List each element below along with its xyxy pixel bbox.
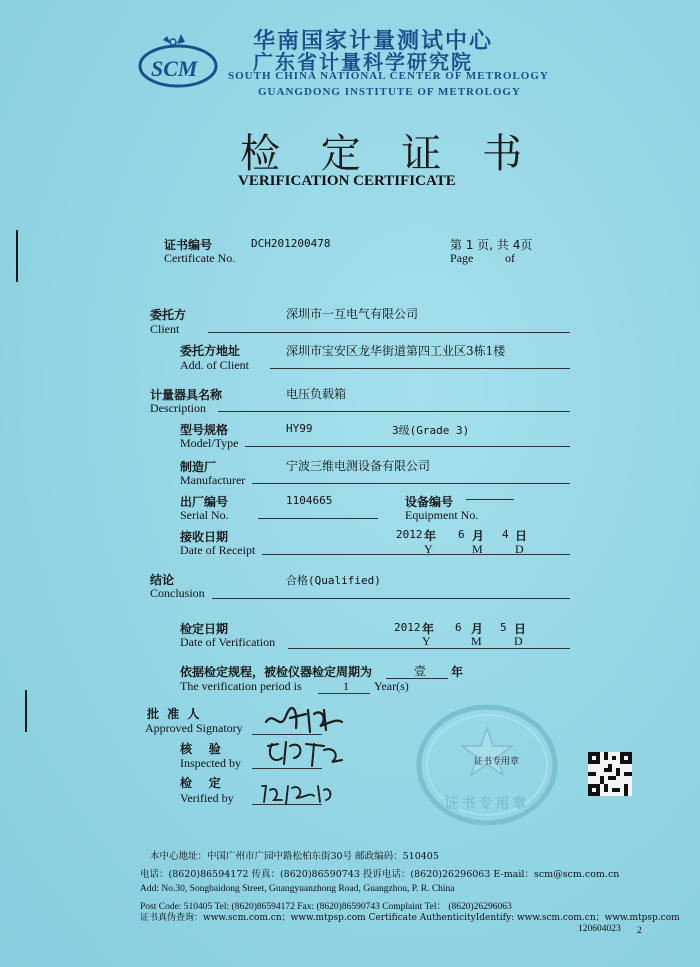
verification-year: 2012 xyxy=(394,621,421,634)
binding-mark-bottom xyxy=(25,690,27,732)
conclusion-label-en: Conclusion xyxy=(150,586,205,600)
period-en-underline xyxy=(318,693,370,694)
verification-month: 6 xyxy=(455,621,462,634)
receipt-y: Y xyxy=(424,542,433,556)
description-underline xyxy=(218,411,570,412)
footer-serial: 120604023 xyxy=(578,924,621,934)
footer-authenticity: 证书真伪查询：www.scm.com.cn；www.mtpsp.com Certificate AuthenticityIdentify: www.scm.com.cn；www.mtpsp.com xyxy=(140,913,680,923)
footer-page-number: 2 xyxy=(637,926,642,936)
receipt-label-en: Date of Receipt xyxy=(180,543,256,557)
client-label-en: Client xyxy=(150,322,180,336)
period-prefix-en: The verification period is xyxy=(180,679,302,693)
client-addr-underline xyxy=(270,368,570,369)
receipt-nian: 年 xyxy=(424,529,437,543)
grade-value: 3级(Grade 3) xyxy=(392,424,470,437)
model-underline xyxy=(245,446,570,447)
verification-d: D xyxy=(514,634,523,648)
cert-no-value: DCH201200478 xyxy=(251,237,331,250)
page-label-en-page: Page xyxy=(450,251,474,265)
receipt-label-cn: 接收日期 xyxy=(180,530,229,544)
page-label-en-of: of xyxy=(505,251,515,265)
qr-code-icon xyxy=(588,752,632,796)
serial-label-en: Serial No. xyxy=(180,508,229,522)
cert-no-label-en: Certificate No. xyxy=(164,251,236,265)
client-underline xyxy=(208,332,570,333)
period-value-en: 1 xyxy=(343,679,349,693)
page-label-cn: 第 1 页, 共 4页 xyxy=(450,238,533,252)
manufacturer-underline xyxy=(252,483,570,484)
manufacturer-label-cn: 制造厂 xyxy=(180,460,217,474)
receipt-d: D xyxy=(515,542,524,556)
verification-date-underline xyxy=(288,648,570,649)
verified-label-cn: 检 定 xyxy=(180,776,221,790)
verification-m: M xyxy=(471,634,482,648)
verification-date-label-cn: 检定日期 xyxy=(180,622,229,636)
approved-label-en: Approved Signatory xyxy=(145,721,243,735)
model-label-en: Model/Type xyxy=(180,436,239,450)
verification-nian: 年 xyxy=(422,622,435,636)
verification-day: 5 xyxy=(500,621,507,634)
model-label-cn: 型号规格 xyxy=(180,423,229,437)
verification-date-label-en: Date of Verification xyxy=(180,635,276,649)
serial-label-cn: 出厂编号 xyxy=(180,495,229,509)
org-name-en-1: SOUTH CHINA NATIONAL CENTER OF METROLOGY xyxy=(228,70,549,82)
receipt-day: 4 xyxy=(502,528,509,541)
description-label-cn: 计量器具名称 xyxy=(150,388,223,402)
equipment-label-cn: 设备编号 xyxy=(405,495,454,509)
cert-no-label-cn: 证书编号 xyxy=(164,238,213,252)
serial-underline xyxy=(258,518,378,519)
manufacturer-value: 宁波三维电测设备有限公司 xyxy=(286,459,431,473)
period-suffix-en: Year(s) xyxy=(374,679,409,693)
approved-label-cn: 批 准 人 xyxy=(147,707,202,721)
manufacturer-label-en: Manufacturer xyxy=(180,473,246,487)
client-addr-value: 深圳市宝安区龙华街道第四工业区3栋1楼 xyxy=(286,344,506,358)
footer-contact-en: Post Code: 510405 Tel: (8620)86594172 Fax: (8620)86590743 Complaint Tel： (8620)26296063 xyxy=(140,902,512,912)
stamp-label: 证书专用章 xyxy=(474,757,520,767)
inspected-label-en: Inspected by xyxy=(180,756,241,770)
footer-address-cn: 本中心地址：中国广州市广园中路松柏东街30号 邮政编码：510405 xyxy=(150,851,439,862)
client-addr-label-en: Add. of Client xyxy=(180,358,249,372)
title-en: VERIFICATION CERTIFICATE xyxy=(238,173,456,189)
scm-logo xyxy=(133,30,223,92)
description-label-en: Description xyxy=(150,401,206,415)
org-name-cn-2: 广东省计量科学研究院 xyxy=(253,50,473,74)
verified-signature xyxy=(258,780,348,808)
equipment-dash xyxy=(466,499,514,500)
conclusion-underline xyxy=(212,598,570,599)
serial-value: 1104665 xyxy=(286,494,333,507)
title-cn: 检 定 证 书 xyxy=(240,131,537,177)
receipt-yue: 月 xyxy=(472,529,485,543)
footer-address-en: Add: No.30, Songbaidong Street, Guangyuanzhong Road, Guangzhou, P. R. China xyxy=(140,884,455,894)
receipt-underline xyxy=(262,554,570,555)
client-value: 深圳市一互电气有限公司 xyxy=(286,307,419,321)
verified-label-en: Verified by xyxy=(180,791,234,805)
client-label-cn: 委托方 xyxy=(150,308,187,322)
verification-yue: 月 xyxy=(471,622,484,636)
org-name-en-2: GUANGDONG INSTITUTE OF METROLOGY xyxy=(258,86,521,98)
receipt-ri: 日 xyxy=(515,529,528,543)
receipt-month: 6 xyxy=(458,528,465,541)
receipt-year: 2012 xyxy=(396,528,423,541)
org-name-cn-1: 华南国家计量测试中心 xyxy=(253,29,494,54)
period-suffix-cn: 年 xyxy=(451,665,464,679)
client-addr-label-cn: 委托方地址 xyxy=(180,344,241,358)
verification-y: Y xyxy=(422,634,431,648)
inspected-label-cn: 核 验 xyxy=(180,742,221,756)
period-value-cn: 壹 xyxy=(414,664,427,678)
verification-ri: 日 xyxy=(514,622,527,636)
description-value: 电压负载箱 xyxy=(286,387,347,401)
approved-signature xyxy=(262,704,352,736)
inspected-signature xyxy=(262,736,352,770)
period-prefix-cn: 依据检定规程，被检仪器检定周期为 xyxy=(180,665,373,679)
model-value: HY99 xyxy=(286,422,313,435)
receipt-m: M xyxy=(472,542,483,556)
svg-text:证书专用章: 证书专用章 xyxy=(444,796,530,812)
footer-contact-cn: 电话：(8620)86594172 传真：(8620)86590743 投诉电话：(8620)26296063 E-mail：scm@scm.com.cn xyxy=(140,869,620,880)
equipment-label-en: Equipment No. xyxy=(405,508,479,522)
conclusion-label-cn: 结论 xyxy=(150,573,175,587)
conclusion-value: 合格(Qualified) xyxy=(286,574,381,587)
logo-text: SCM xyxy=(151,56,198,81)
binding-mark-top xyxy=(16,230,18,282)
